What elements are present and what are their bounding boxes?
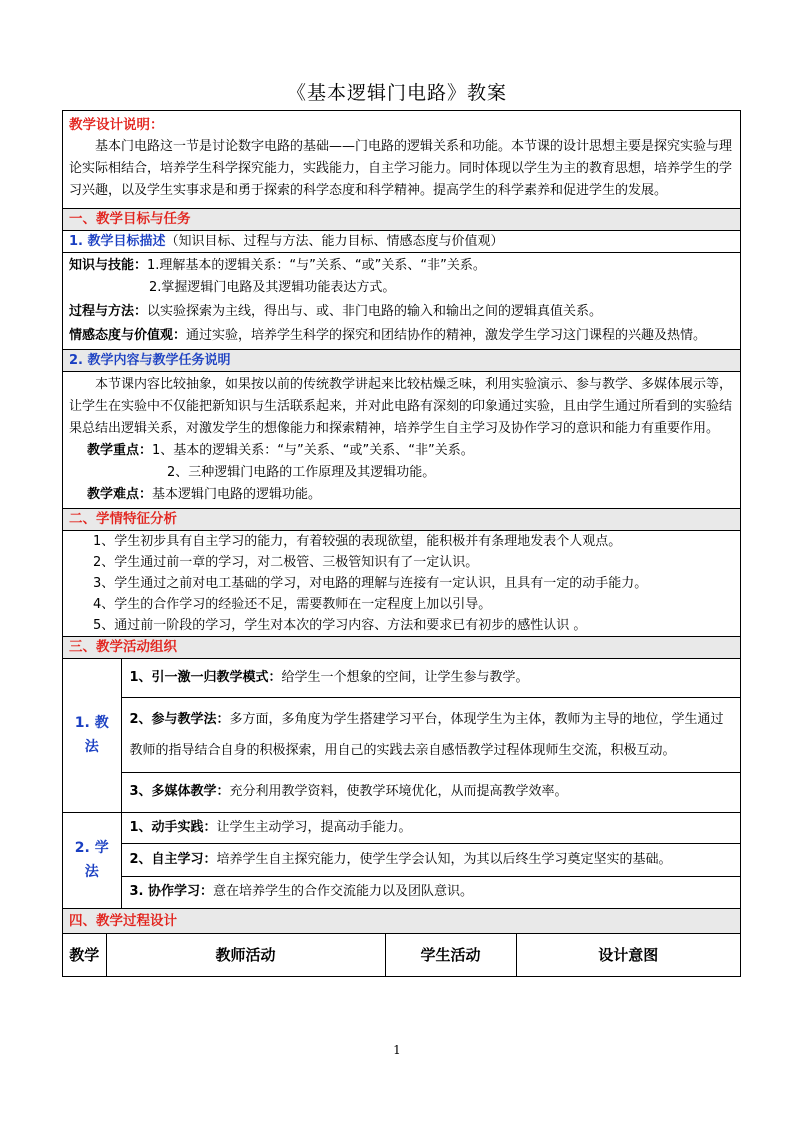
teaching-method-label: 1. 教法 <box>63 659 121 812</box>
learning-method-item: 3. 协作学习：意在培养学生的合作交流能力以及团队意识。 <box>121 876 740 908</box>
process-text: 以实验探索为主线，得出与、或、非门电路的输入和输出之间的逻辑真值关系。 <box>147 304 603 319</box>
process-design-header-cell <box>63 934 741 977</box>
col-step-header: 教学 <box>63 934 106 976</box>
learning-method-label: 2. 学法 <box>63 812 121 908</box>
objective-subheading-cell <box>63 231 741 253</box>
learner-item: 1、学生初步具有自主学习的能力，有着较强的表现欲望，能积极并有条理地发表个人观点。 <box>93 534 622 549</box>
learner-item: 2、学生通过前一章的学习，对二极管、三极管知识有了一定认识。 <box>93 555 479 570</box>
process-label: 过程与方法： <box>69 304 148 319</box>
teaching-method-item: 2、参与教学法：多方面，多角度为学生搭建学习平台，体现学生为主体，教师为主导的地位，学生通过教师的指导结合自身的积极探索，用自己的实践去亲自感悟教学过程体现师生交流，积极互动。 <box>121 697 740 772</box>
teaching-method-item: 3、多媒体教学：充分利用教学资料，使教学环境优化，从而提高教学效率。 <box>121 772 740 812</box>
col-teacher-header: 教师活动 <box>106 934 385 976</box>
content-cell <box>63 372 741 509</box>
activity-organization-cell <box>63 659 741 909</box>
knowledge-item-1: 1.理解基本的逻辑关系：“与”关系、“或”关系、“非”关系。 <box>147 258 486 273</box>
emotion-label: 情感态度与价值观： <box>69 328 187 343</box>
key-label: 教学重点： <box>87 443 153 458</box>
section4-heading: 四、教学过程设计 <box>63 909 741 934</box>
learning-method-item: 1、动手实践：让学生主动学习，提高动手能力。 <box>121 812 740 843</box>
content-subheading: 2. 教学内容与教学任务说明 <box>63 350 741 372</box>
teaching-method-item: 1、引一激一归教学模式：给学生一个想象的空间，让学生参与教学。 <box>121 659 740 697</box>
learner-item: 4、学生的合作学习的经验还不足，需要教师在一定程度上加以引导。 <box>93 597 492 612</box>
difficulty-label: 教学难点： <box>87 487 153 502</box>
design-notes-cell <box>63 111 741 209</box>
key-item-1: 1、基本的逻辑关系：“与”关系、“或”关系、“非”关系。 <box>152 443 474 458</box>
difficulty-text: 基本逻辑门电路的逻辑功能。 <box>152 487 322 502</box>
section1-heading: 一、教学目标与任务 <box>63 209 741 231</box>
objective-subheading: 1. 教学目标描述 <box>69 234 166 249</box>
key-item-2: 2、三种逻辑门电路的工作原理及其逻辑功能。 <box>167 465 436 480</box>
section2-heading: 二、学情特征分析 <box>63 509 741 531</box>
content-text: 本节课内容比较抽象，如果按以前的传统教学讲起来比较枯燥乏味，利用实验演示、参与教学、多媒体展示等，让学生在实验中不仅能把新知识与生活联系起来，并对此电路有深刻的印象通过实验，且由学生通过所看到的实验结果总结出逻辑关系，对激发学生的想像能力和探索精神，培养学生自主学习及协作学习的意识和能力有重要作用。 <box>69 377 733 436</box>
learner-item: 3、学生通过之前对电工基础的学习，对电路的理解与连接有一定认识，且具有一定的动手能力。 <box>93 576 648 591</box>
emotion-text: 通过实验，培养学生科学的探究和团结协作的精神，激发学生学习这门课程的兴趣及热情。 <box>186 328 707 343</box>
design-text: 基本门电路这一节是讨论数字电路的基础——门电路的逻辑关系和功能。本节课的设计思想主要是探究实验与理论实际相结合，培养学生科学探究能力，实践能力，自主学习能力。同时体现以学生为主的教育思想，培养学生的学习兴趣，以及学生实事求是和勇于探索的科学态度和科学精神。提高学生的科学素养和促进学生的发展。 <box>69 139 733 198</box>
document-title: 《基本逻辑门电路》教案 <box>286 82 507 104</box>
learning-method-item: 2、自主学习：培养学生自主探究能力，使学生学会认知，为其以后终生学习奠定坚实的基础。 <box>121 843 740 876</box>
col-student-header: 学生活动 <box>385 934 516 976</box>
knowledge-label: 知识与技能： <box>69 258 148 273</box>
col-intent-header: 设计意图 <box>598 946 659 964</box>
objective-note: （知识目标、过程与方法、能力目标、情感态度与价值观） <box>165 234 504 249</box>
section3-heading: 三、教学活动组织 <box>63 637 741 659</box>
design-heading: 教学设计说明： <box>69 117 164 133</box>
objectives-cell <box>63 253 741 350</box>
knowledge-item-2: 2.掌握逻辑门电路及其逻辑功能表达方式。 <box>149 280 396 295</box>
learner-analysis-cell <box>63 531 741 637</box>
lesson-plan-table <box>62 110 741 977</box>
page-number: 1 <box>393 1043 401 1057</box>
learner-item: 5、通过前一阶段的学习，学生对本次的学习内容、方法和要求已有初步的感性认识 。 <box>93 618 587 633</box>
